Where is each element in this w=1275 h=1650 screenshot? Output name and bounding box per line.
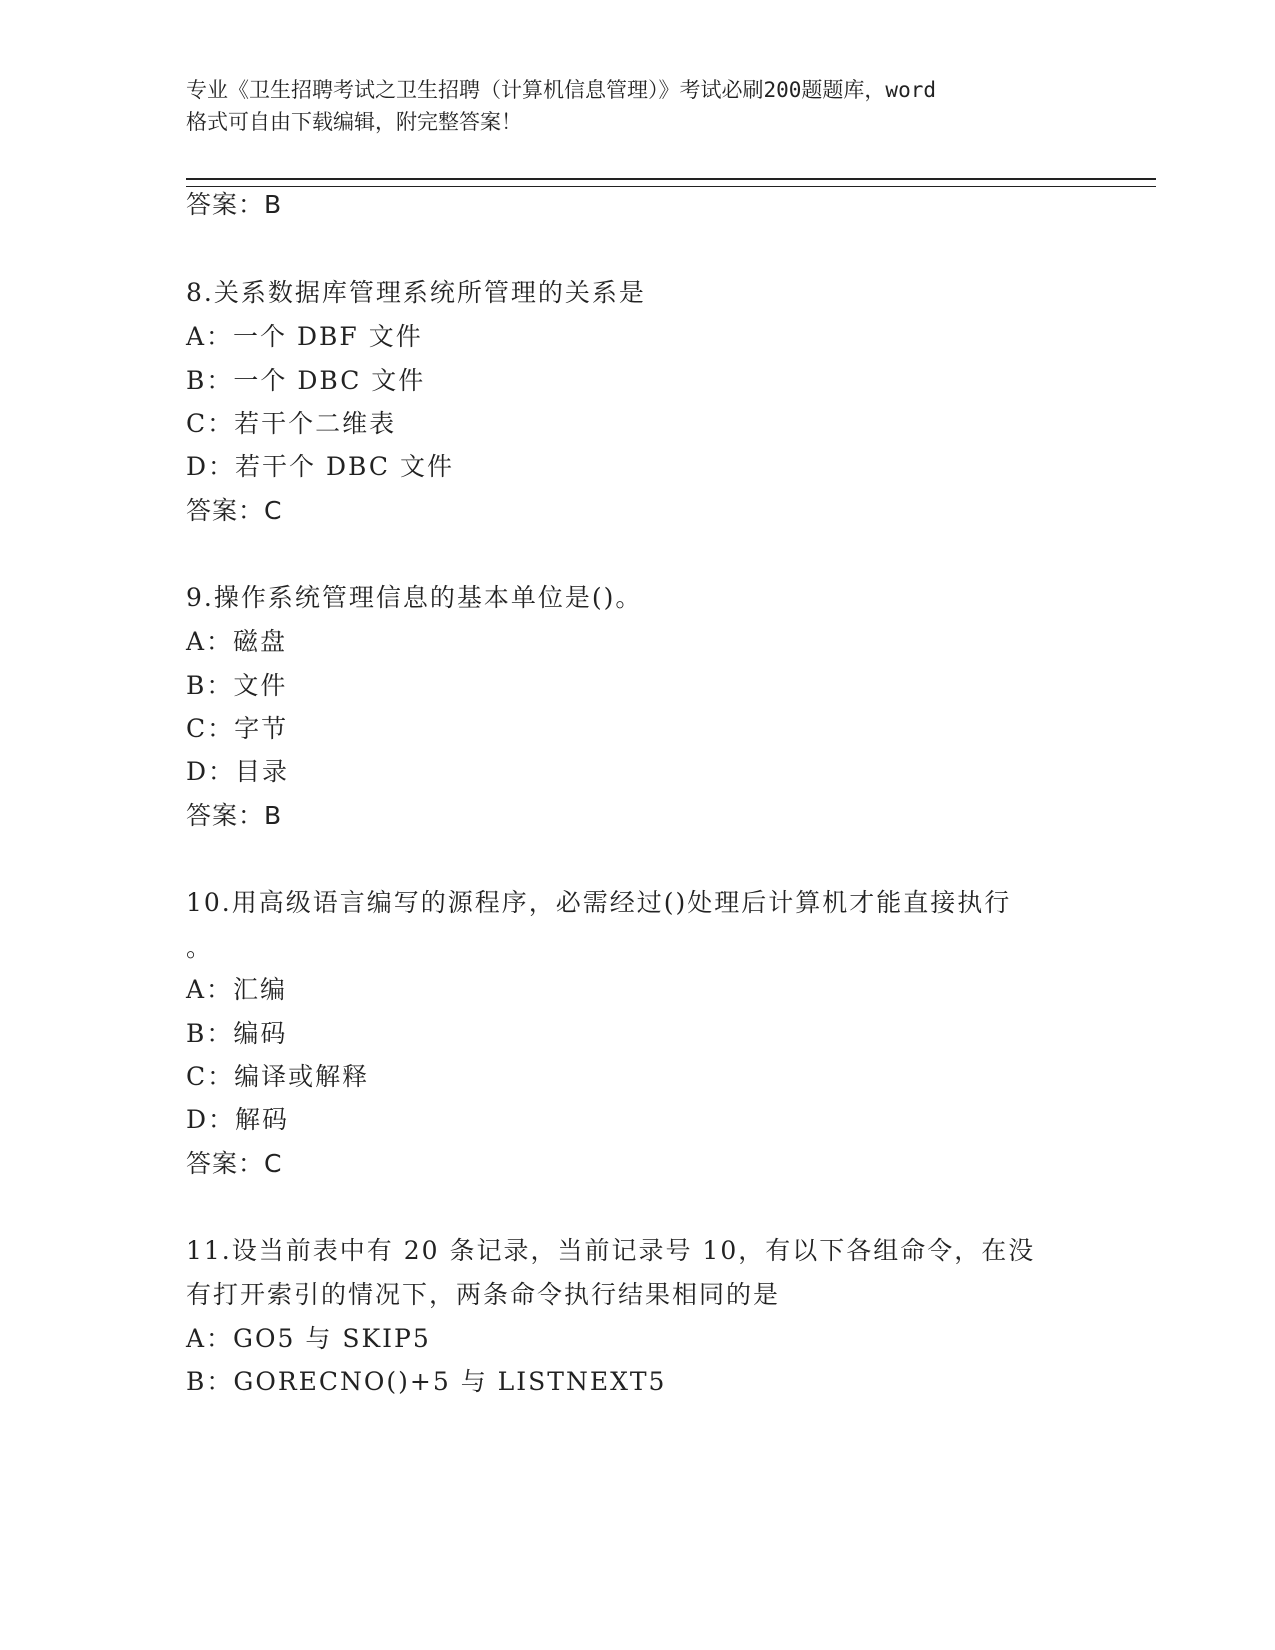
question-9-option-c: C：字节 <box>186 714 289 743</box>
answer-previous: 答案：B <box>186 190 283 219</box>
question-9-option-b: B：文件 <box>186 671 288 700</box>
question-9-option-a: A：磁盘 <box>186 627 288 656</box>
question-8-option-b: B：一个 DBC 文件 <box>186 366 426 395</box>
question-10-option-d: D：解码 <box>186 1105 290 1134</box>
question-9-answer: 答案：B <box>186 801 283 830</box>
header-divider <box>186 178 1156 187</box>
question-9-option-d: D：目录 <box>186 757 290 786</box>
question-8-stem: 8.关系数据库管理系统所管理的关系是 <box>186 278 646 307</box>
question-10-stem-line-2: 。 <box>186 933 214 962</box>
question-10-answer: 答案：C <box>186 1149 283 1178</box>
question-11-option-b: B：GORECNO()+5 与 LISTNEXT5 <box>186 1367 667 1396</box>
document-header <box>186 74 1086 138</box>
question-8-option-c: C：若干个二维表 <box>186 409 397 438</box>
question-11-option-a: A：GO5 与 SKIP5 <box>186 1324 431 1353</box>
header-line-1: 专业《卫生招聘考试之卫生招聘（计算机信息管理）》考试必刷200题题库，word <box>186 78 936 102</box>
question-11-stem-line-2: 有打开索引的情况下，两条命令执行结果相同的是 <box>186 1280 781 1309</box>
question-10-stem-line-1: 10.用高级语言编写的源程序，必需经过()处理后计算机才能直接执行 <box>186 888 1012 917</box>
question-10-option-b: B：编码 <box>186 1019 288 1048</box>
question-10-option-c: C：编译或解释 <box>186 1062 370 1091</box>
question-11-stem-line-1: 11.设当前表中有 20 条记录，当前记录号 10，有以下各组命令，在没 <box>186 1236 1036 1265</box>
question-8-option-a: A：一个 DBF 文件 <box>186 322 423 351</box>
header-line-2: 格式可自由下载编辑，附完整答案！ <box>186 110 522 134</box>
question-10-option-a: A：汇编 <box>186 975 288 1004</box>
question-8-option-d: D：若干个 DBC 文件 <box>186 452 454 481</box>
question-8-answer: 答案：C <box>186 496 283 525</box>
question-9-stem: 9.操作系统管理信息的基本单位是()。 <box>186 583 643 612</box>
